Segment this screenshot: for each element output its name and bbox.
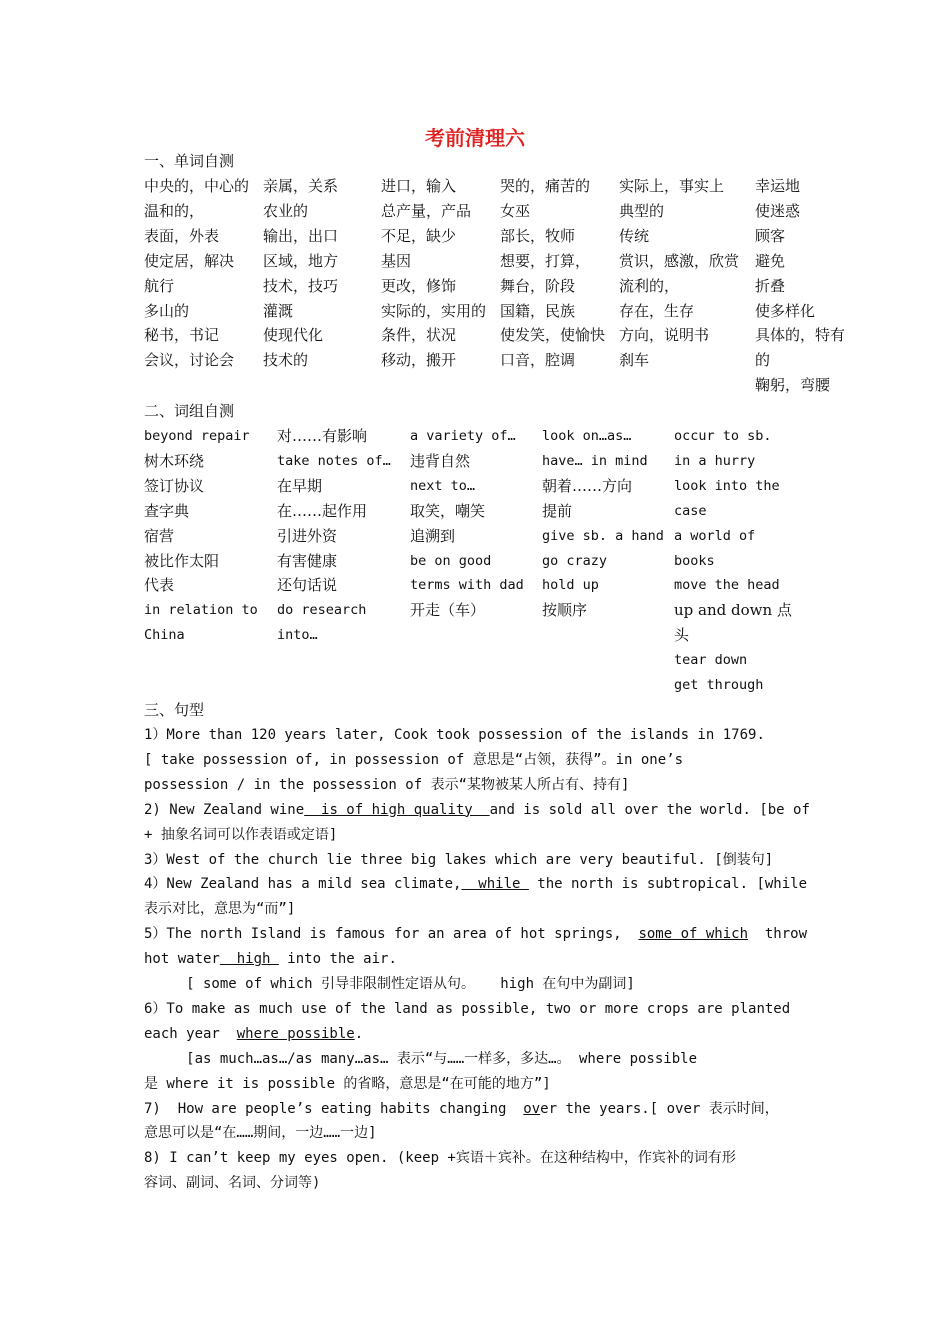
vocab-item: 区域，地方	[263, 251, 339, 270]
vocab-item: 温和的，	[144, 201, 205, 220]
phrase-item: 在……起作用	[277, 501, 368, 520]
sentence-text: throw	[748, 926, 808, 943]
vocab-item: 哭的，痛苦的	[500, 177, 591, 195]
vocab-item: 中央的，中心的	[144, 177, 250, 195]
sentence-text: 表示对比，意思为“而”]	[144, 901, 296, 918]
phrase-item: in a hurry	[674, 452, 756, 469]
sentence-text: 意思可以是“在……期间，一边……一边]	[144, 1125, 377, 1142]
phrase-item: move the head	[674, 577, 780, 594]
vocab-item: 刹车	[619, 351, 650, 370]
phrase-item: hold up	[542, 577, 599, 594]
vocab-item: 条件，状况	[381, 326, 457, 345]
vocab-item: 秘书，书记	[144, 326, 220, 345]
phrase-item: China	[144, 627, 185, 644]
vocab-item: 更改，修饰	[381, 276, 457, 295]
vocab-item: 幸运地	[755, 177, 801, 195]
phrase-item: go crazy	[542, 552, 608, 569]
answer-blank: where possible	[236, 1025, 355, 1042]
section2-heading: 二、词组自测	[144, 402, 235, 420]
sentence-line	[144, 1072, 551, 1097]
vocab-item: 方向，说明书	[619, 326, 710, 345]
sentence-line	[144, 897, 295, 922]
phrase-item: do research	[277, 602, 367, 619]
vocab-item: 流利的，	[619, 276, 680, 295]
vocab-item: 舞台，阶段	[500, 276, 576, 295]
sentence-text: 2) New Zealand wine	[144, 801, 305, 818]
phrase-item: 违背自然	[410, 451, 471, 470]
phrase-item: 签订协议	[144, 476, 205, 495]
sentence-text: [as much…as…/as many…as… 表示“与……一样多，多达…。 where possible	[144, 1050, 698, 1067]
vocab-item: 口音，腔调	[500, 351, 576, 370]
phrase-item: 树木环绕	[144, 451, 205, 470]
sentence-text: 3）West of the church lie three big lakes which are very beautiful. [倒装句]	[144, 851, 774, 868]
phrase-item: in relation to	[144, 602, 258, 619]
sentence-text: into the air.	[278, 951, 397, 968]
vocab-item: 移动，搬开	[381, 351, 457, 370]
sentence-line	[144, 773, 629, 798]
vocab-item: 表面，外表	[144, 226, 220, 245]
vocab-item: 基因	[381, 251, 412, 270]
sentence-text: .	[354, 1025, 364, 1042]
phrase-item: 对……有影响	[277, 427, 368, 445]
vocab-item: 实际的，实用的	[381, 301, 487, 320]
phrase-item: into…	[277, 627, 318, 644]
vocab-item: 输出，出口	[263, 226, 339, 245]
sentence-text: 7) How are people’s eating habits changing	[144, 1100, 524, 1117]
phrase-item: be on good	[410, 552, 492, 569]
phrase-item: 引进外资	[277, 526, 338, 545]
sentence-text: 是 where it is possible 的省略，意思是“在可能的地方”]	[144, 1075, 551, 1092]
phrase-item: terms with dad	[410, 577, 524, 594]
phrase-item: up and down 点	[674, 601, 792, 620]
phrase-item: take notes of…	[277, 452, 391, 469]
sentence-line	[144, 922, 807, 947]
vocab-item: 使迷惑	[755, 201, 801, 220]
sentence-text: 5）The north Island is famous for an area of hot springs,	[144, 926, 639, 943]
vocab-item: 多山的	[144, 301, 190, 320]
vocab-item: 进口，输入	[381, 177, 457, 195]
sentence-text: possession / in the possession of 表示“某物被某人所占有、持有]	[144, 776, 630, 793]
sentence-text: and is sold all over the world. [be of	[489, 801, 810, 818]
sentence-line	[144, 1121, 377, 1146]
phrase-item: 有害健康	[277, 551, 338, 570]
sentence-line	[144, 1171, 320, 1196]
sentence-line	[144, 823, 337, 848]
vocab-item: 使发笑，使愉快	[500, 326, 606, 345]
sentence-text: hot water	[144, 951, 220, 968]
phrase-item: next to…	[410, 477, 476, 494]
vocab-item: 航行	[144, 276, 175, 295]
sentence-line	[144, 947, 397, 972]
phrase-item: 在早期	[277, 476, 323, 495]
sentence-text: + 抽象名词可以作表语或定语]	[144, 826, 338, 843]
phrase-item: 取笑，嘲笑	[410, 501, 486, 520]
vocab-item: 使定居，解决	[144, 251, 235, 270]
answer-blank: ov	[523, 1100, 541, 1117]
phrase-item: beyond repair	[144, 428, 250, 444]
vocab-item: 使多样化	[755, 301, 816, 320]
sentence-line	[144, 748, 683, 773]
answer-blank: high	[219, 951, 279, 968]
phrase-item: give sb. a hand	[542, 527, 664, 544]
sentence-line	[144, 848, 773, 873]
vocab-item: 不足，缺少	[381, 226, 457, 245]
sentence-text: 容词、副词、名词、分词等)	[144, 1175, 321, 1192]
vocab-item: 具体的，特有	[755, 326, 846, 345]
vocab-item: 折叠	[755, 276, 786, 295]
sentence-text: each year	[144, 1025, 237, 1042]
phrase-item: 朝着……方向	[542, 476, 633, 495]
phrase-item: 追溯到	[410, 526, 456, 545]
vocab-item: 存在，生存	[619, 301, 695, 320]
vocab-item: 实际上，事实上	[619, 177, 725, 195]
sentence-text: 6）To make as much use of the land as possible, two or more crops are planted	[144, 1000, 791, 1017]
vocab-item: 亲属，关系	[263, 177, 339, 195]
sentence-line	[144, 1146, 736, 1171]
phrase-item: 代表	[144, 576, 175, 595]
vocab-item: 赏识，感激，欣赏	[619, 251, 740, 270]
vocab-item: 部长，牧师	[500, 226, 576, 245]
page-title: 考前清理六	[425, 126, 525, 150]
phrase-item: get through	[674, 677, 764, 693]
vocab-item: 女巫	[500, 201, 531, 220]
vocab-item: 顾客	[755, 226, 786, 245]
phrase-item: books	[674, 552, 715, 569]
phrase-item: occur to sb.	[674, 428, 772, 444]
vocab-item: 灌溉	[263, 301, 294, 320]
phrase-item: have… in mind	[542, 452, 648, 469]
answer-blank: some of which	[638, 926, 749, 943]
sentence-text: 1）More than 120 years later, Cook took possession of the islands in 1769.	[144, 727, 765, 743]
phrase-item: look into the	[674, 477, 780, 494]
sentence-text: 8) I can’t keep my eyes open. (keep +宾语＋宾补。在这种结构中，作宾补的词有形	[144, 1150, 736, 1167]
section1-heading: 一、单词自测	[144, 152, 235, 170]
phrase-item: 查字典	[144, 501, 190, 520]
vocab-item: 使现代化	[263, 326, 324, 345]
vocab-item: 国籍，民族	[500, 301, 576, 320]
sentence-line	[144, 1097, 779, 1122]
phrase-item: tear down	[674, 652, 748, 669]
vocab-item: 避免	[755, 251, 786, 270]
sentence-line	[144, 1047, 697, 1072]
phrase-item: 被比作太阳	[144, 551, 220, 570]
phrase-item: a variety of…	[410, 428, 516, 444]
vocab-item: 鞠躬，弯腰	[755, 376, 831, 395]
sentence-text: 4）New Zealand has a mild sea climate,	[144, 876, 462, 893]
sentence-line	[144, 798, 810, 823]
answer-blank: while	[461, 876, 529, 893]
phrase-item: a world of	[674, 527, 756, 544]
section3-heading: 三、句型	[144, 701, 205, 719]
answer-blank: is of high quality	[304, 801, 490, 818]
vocab-item: 农业的	[263, 201, 309, 220]
phrase-item: 宿营	[144, 526, 175, 545]
sentence-text: er the years.[ over 表示时间，	[540, 1100, 779, 1117]
vocab-item: 总产量，产品	[381, 201, 472, 220]
sentence-text: [ some of which 引导非限制性定语从句。 high 在句中为副词]	[144, 976, 635, 992]
sentence-text: the north is subtropical. [while	[528, 876, 808, 893]
vocab-item: 会议，讨论会	[144, 351, 235, 370]
phrase-item: 开走（车）	[410, 601, 486, 620]
vocab-item: 的	[755, 351, 771, 370]
vocab-item: 技术的	[263, 351, 309, 370]
sentence-text: [ take possession of, in possession of 意思是“占领，获得”。in one’s	[144, 751, 684, 768]
phrase-item: 头	[674, 626, 690, 645]
sentence-line	[144, 997, 790, 1022]
phrase-item: 还句话说	[277, 576, 338, 595]
sentence-line	[144, 1022, 363, 1047]
vocab-item: 传统	[619, 226, 650, 245]
vocab-item: 典型的	[619, 201, 665, 220]
phrase-item: look on…as…	[542, 428, 632, 444]
phrase-item: case	[674, 502, 707, 519]
phrase-item: 提前	[542, 501, 573, 520]
phrase-item: 按顺序	[542, 601, 588, 620]
sentence-line	[144, 872, 807, 897]
sentence-line	[144, 723, 765, 748]
vocab-item: 想要，打算，	[500, 251, 591, 270]
vocab-item: 技术，技巧	[263, 276, 339, 295]
sentence-line	[144, 972, 635, 997]
